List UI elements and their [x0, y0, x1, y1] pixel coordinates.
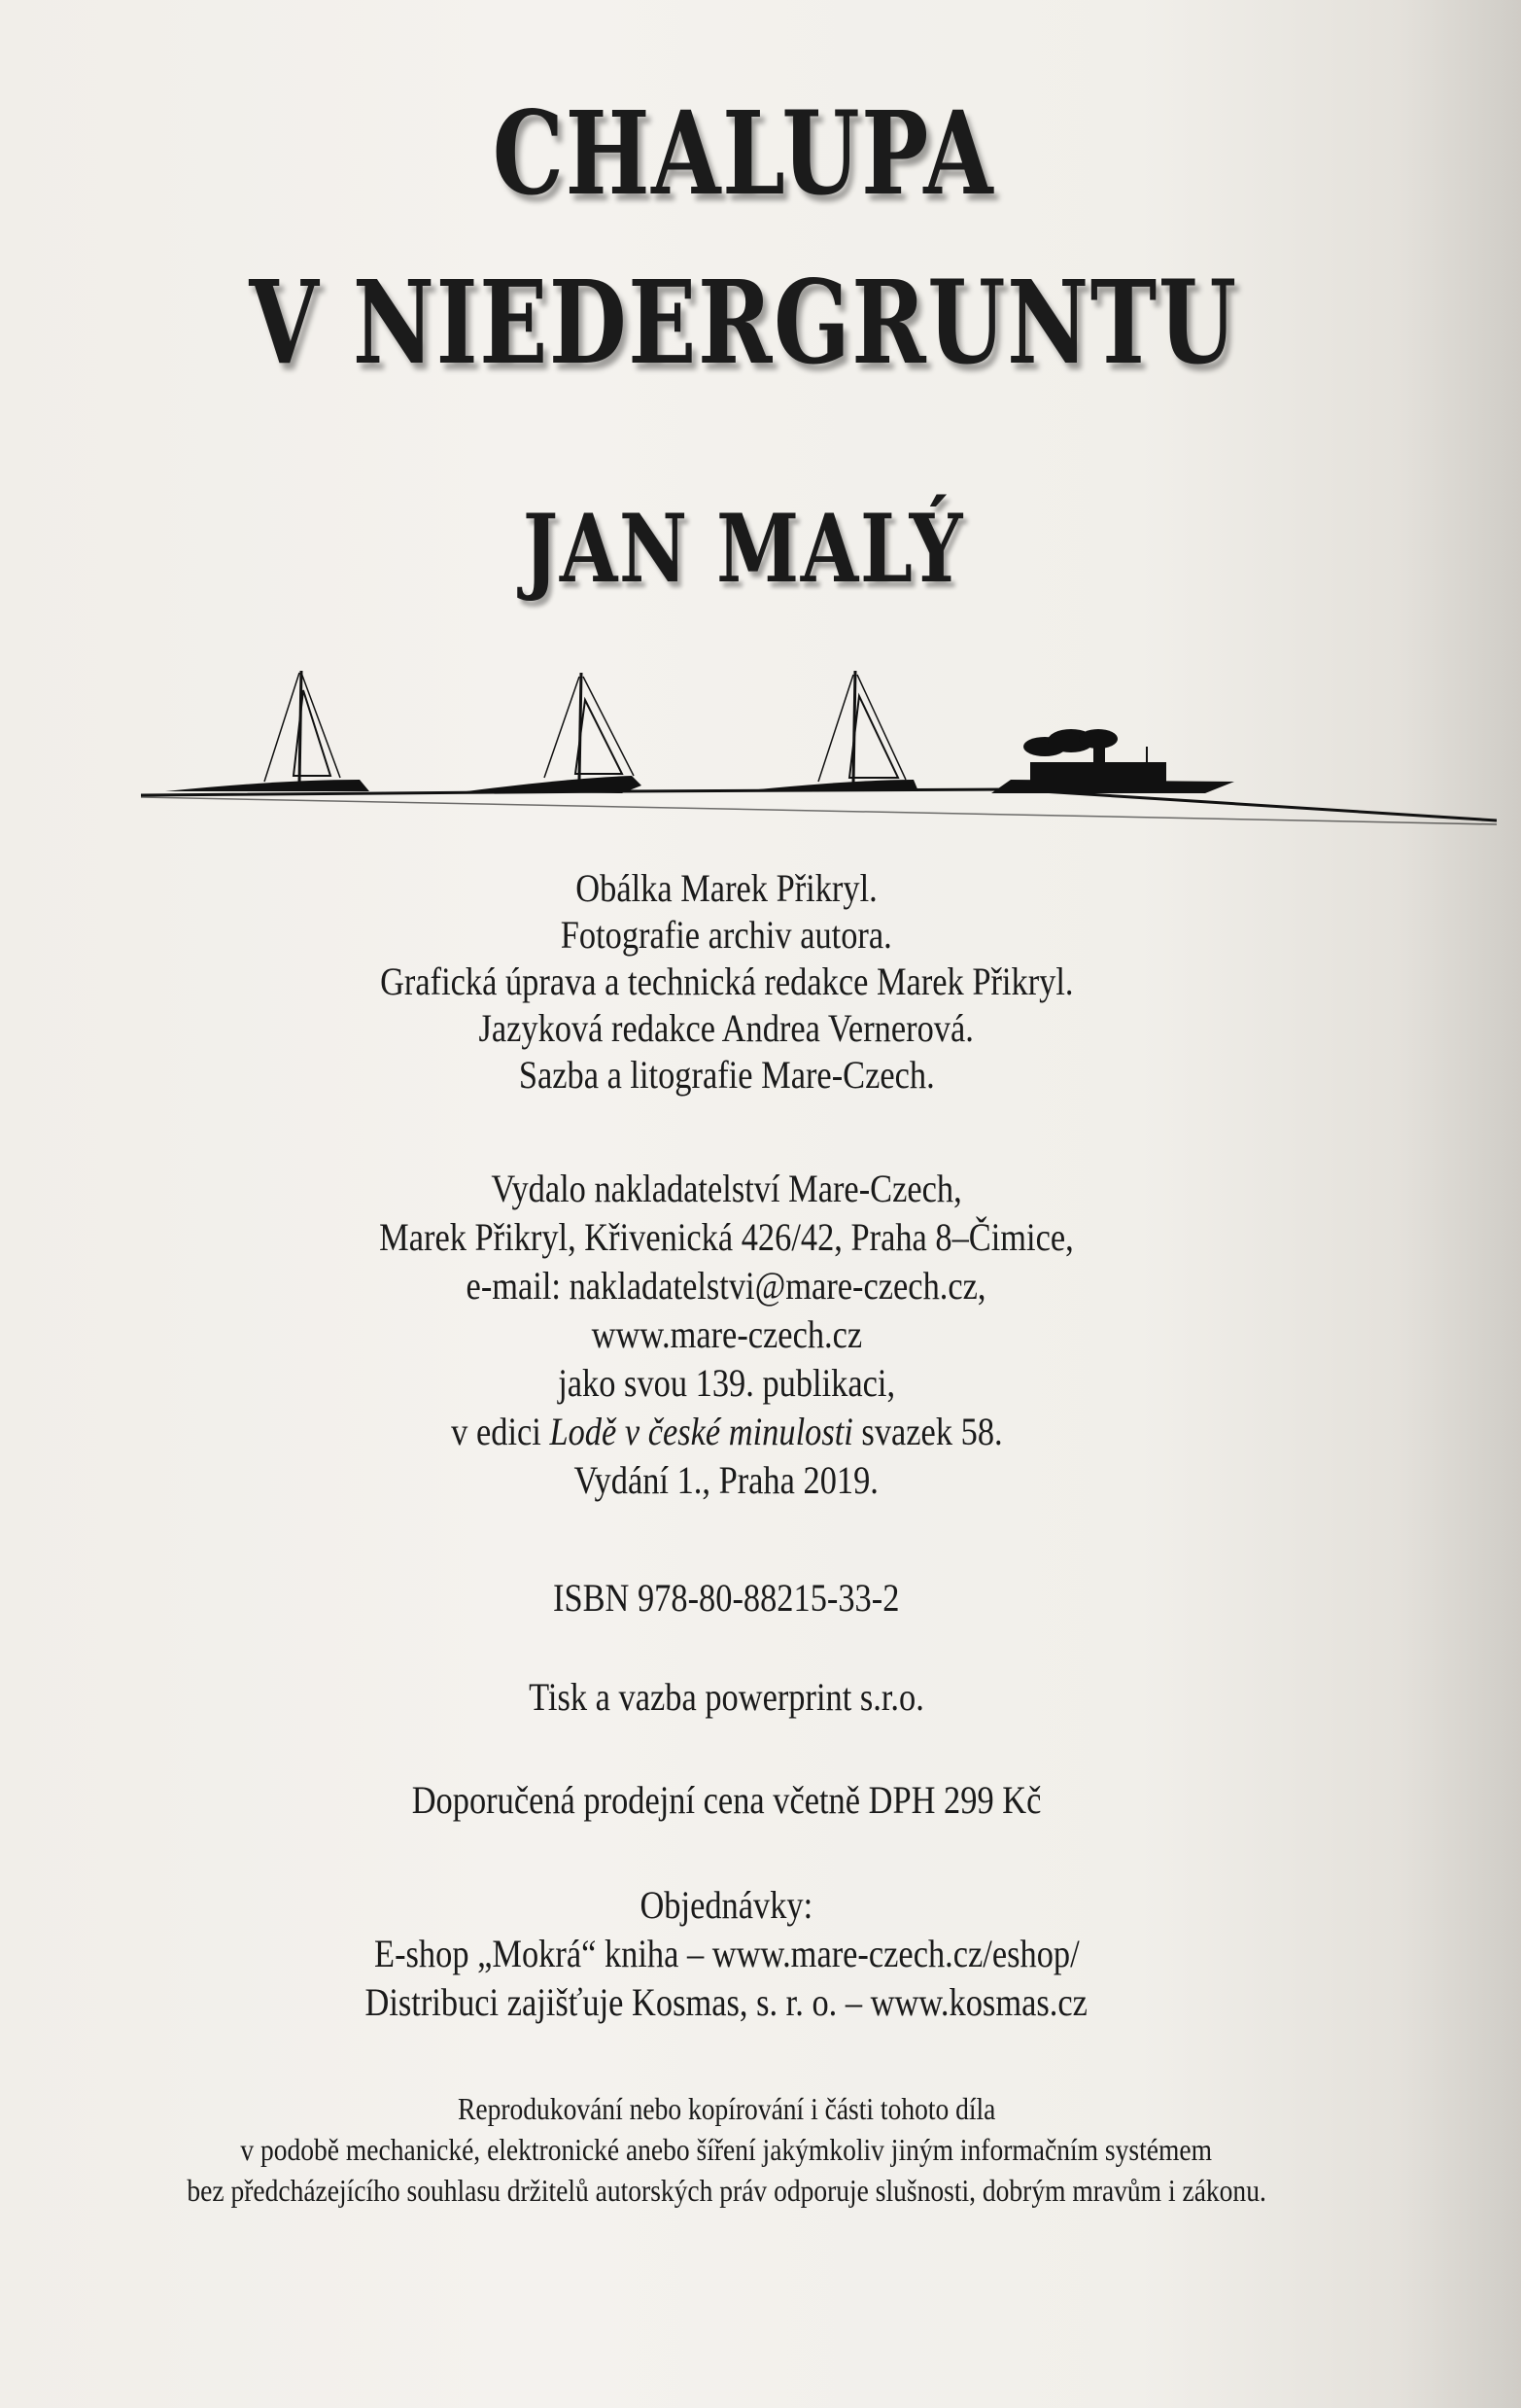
- notice-line-2: v podobě mechanické, elektronické anebo šíření jakýmkoliv jiným informačním systémem: [240, 2132, 1213, 2167]
- steam-tug: [991, 729, 1234, 793]
- sailing-barge-2: [467, 673, 641, 793]
- sailing-barge-3: [739, 671, 918, 791]
- credits-block: [0, 865, 1487, 1099]
- edition-line: Vydání 1., Praha 2019.: [573, 1458, 880, 1502]
- publisher-website: www.mare-czech.cz: [591, 1312, 862, 1356]
- copyright-notice: [0, 2088, 1487, 2211]
- book-title-line-2: V NIEDERGRUNTU: [249, 255, 1238, 390]
- publication-number: jako svou 139. publikaci,: [558, 1361, 895, 1405]
- credit-photos: Fotografie archiv autora.: [560, 913, 892, 957]
- credit-design: Grafická úprava a technická redakce Marek Přikryl.: [379, 960, 1074, 1003]
- book-title-line-1: CHALUPA: [492, 86, 995, 221]
- printer: Tisk a vazba powerprint s.r.o.: [529, 1675, 924, 1719]
- publisher-email: e-mail: nakladatelstvi@mare-czech.cz,: [467, 1264, 986, 1308]
- sailing-barge-1: [165, 671, 369, 791]
- publisher-line-1: Vydalo nakladatelství Mare-Czech,: [491, 1167, 962, 1210]
- notice-line-1: Reprodukování nebo kopírování i části tohoto díla: [457, 2091, 996, 2126]
- author-name: JAN MALÝ: [522, 494, 965, 604]
- orders-distribution: Distribuci zajišťuje Kosmas, s. r. o. – www.kosmas.cz: [364, 1980, 1089, 2024]
- publisher-address: Marek Přikryl, Křivenická 426/42, Praha 8–Čimice,: [379, 1215, 1074, 1259]
- series-suffix: svazek 58.: [852, 1410, 1003, 1453]
- series-prefix: v edici: [450, 1410, 550, 1453]
- print-block: [0, 1674, 1487, 1720]
- recommended-price: Doporučená prodejní cena včetně DPH 299 Kč: [411, 1778, 1042, 1822]
- ship-convoy-illustration: [136, 661, 1497, 836]
- orders-eshop: E-shop „Mokrá“ kniha – www.mare-czech.cz/eshop/: [373, 1932, 1080, 1975]
- credit-language-editor: Jazyková redakce Andrea Vernerová.: [478, 1006, 975, 1050]
- series-line: [451, 1408, 1002, 1456]
- series-name: Lodě v české minulosti: [549, 1410, 853, 1453]
- isbn: ISBN 978-80-88215-33-2: [553, 1576, 900, 1620]
- credit-cover: Obálka Marek Přikryl.: [575, 866, 878, 910]
- publisher-block: [0, 1165, 1487, 1505]
- notice-line-3: bez předcházejícího souhlasu držitelů autorských práv odporuje slušnosti, dobrým mravům i zákonu.: [187, 2173, 1266, 2208]
- orders-heading: Objednávky:: [640, 1883, 813, 1927]
- isbn-block: [0, 1575, 1487, 1621]
- credit-typesetting: Sazba a litografie Mare-Czech.: [518, 1053, 935, 1097]
- price-block: [0, 1777, 1487, 1823]
- orders-block: [0, 1881, 1487, 2027]
